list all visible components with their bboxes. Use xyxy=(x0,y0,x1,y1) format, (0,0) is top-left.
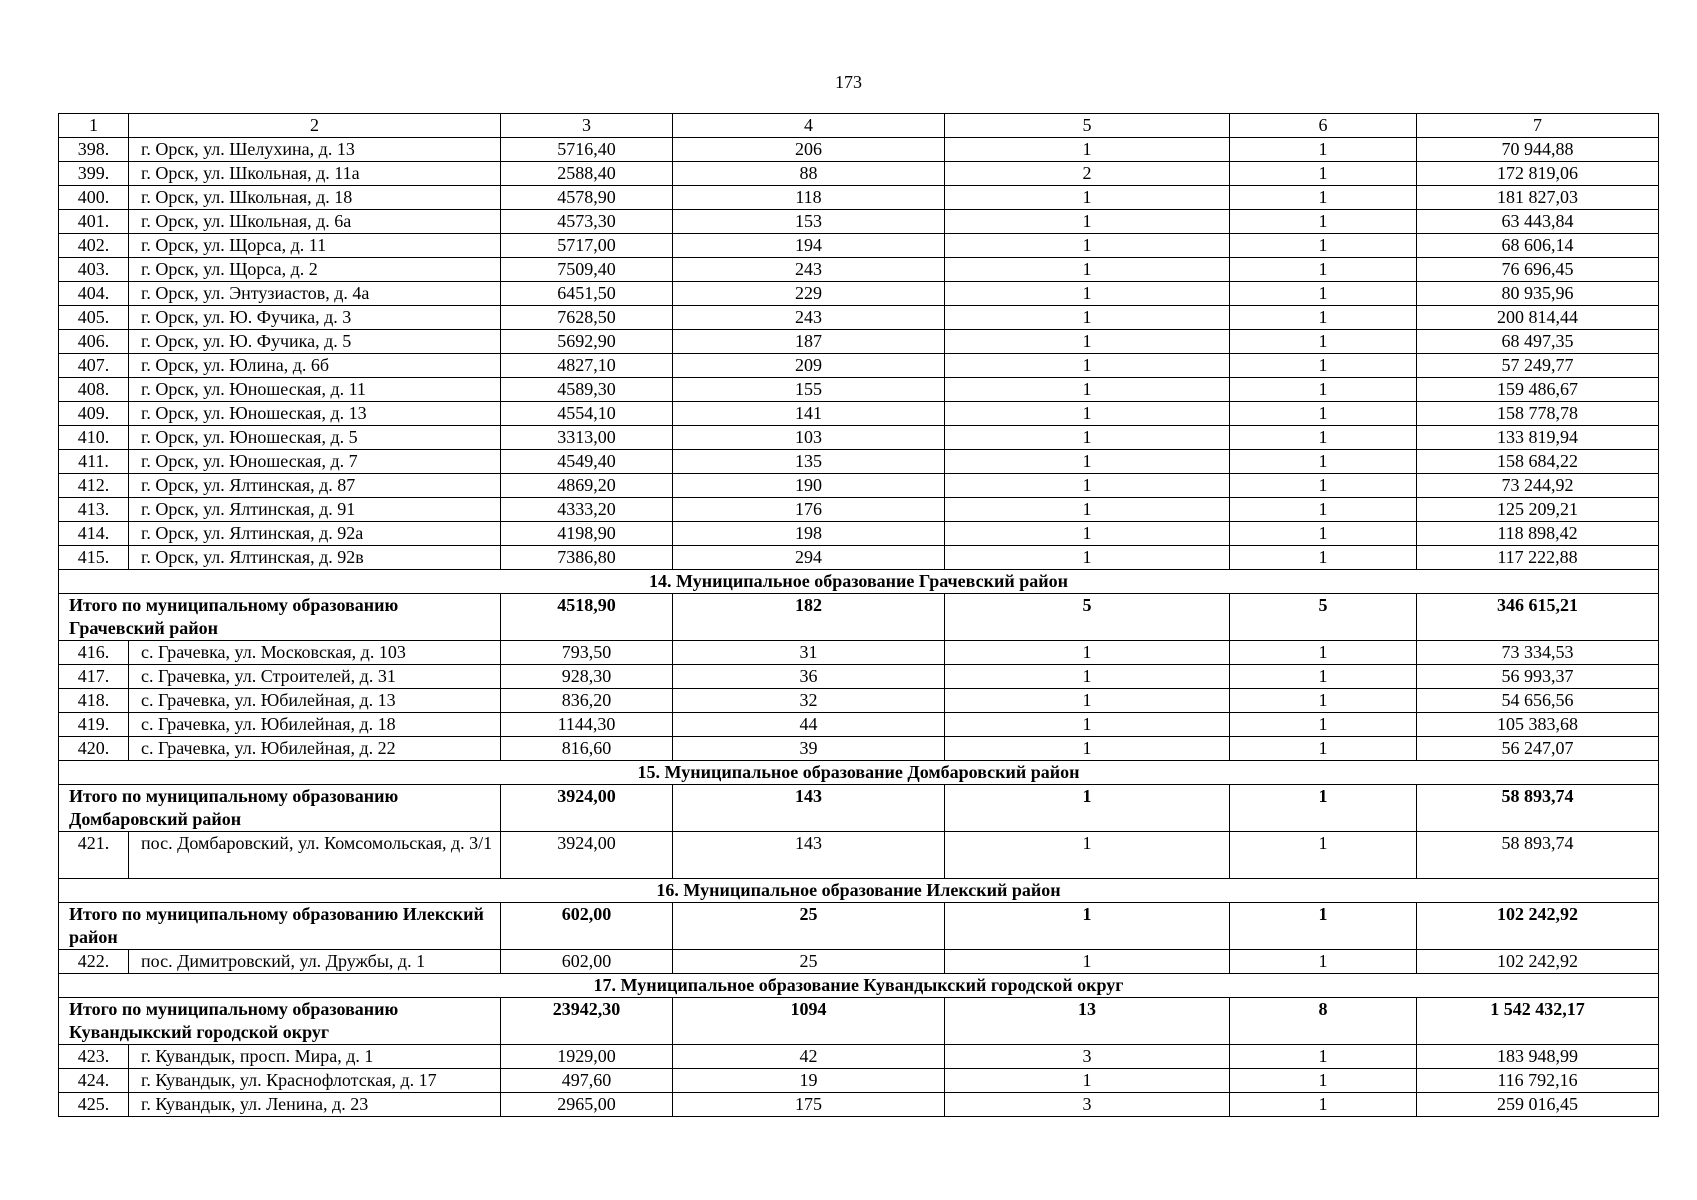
amount: 200 814,44 xyxy=(1417,306,1659,330)
col-6-count: 1 xyxy=(1230,402,1417,426)
col-6-count: 1 xyxy=(1230,258,1417,282)
address: г. Орск, ул. Юношеская, д. 7 xyxy=(129,450,501,474)
area: 4827,10 xyxy=(501,354,673,378)
table-row xyxy=(59,641,1659,665)
amount: 76 696,45 xyxy=(1417,258,1659,282)
amount: 54 656,56 xyxy=(1417,689,1659,713)
section-heading-row xyxy=(59,570,1659,594)
total-col-5: 5 xyxy=(945,594,1230,641)
total-amount: 1 542 432,17 xyxy=(1417,998,1659,1045)
data-table xyxy=(58,113,1659,1117)
table-row xyxy=(59,186,1659,210)
col-5-count: 1 xyxy=(945,1069,1230,1093)
residents: 32 xyxy=(673,689,945,713)
residents: 176 xyxy=(673,498,945,522)
address: г. Орск, ул. Ю. Фучика, д. 5 xyxy=(129,330,501,354)
area: 4333,20 xyxy=(501,498,673,522)
col-6-count: 1 xyxy=(1230,689,1417,713)
address: г. Орск, ул. Школьная, д. 11а xyxy=(129,162,501,186)
col-5-count: 1 xyxy=(945,234,1230,258)
section-heading-row xyxy=(59,974,1659,998)
amount: 68 606,14 xyxy=(1417,234,1659,258)
residents: 143 xyxy=(673,832,945,879)
amount: 118 898,42 xyxy=(1417,522,1659,546)
row-number: 398. xyxy=(59,138,129,162)
col-5-count: 1 xyxy=(945,354,1230,378)
col-6-count: 1 xyxy=(1230,641,1417,665)
col-5-count: 1 xyxy=(945,138,1230,162)
total-col-5: 13 xyxy=(945,998,1230,1045)
address: г. Орск, ул. Ялтинская, д. 91 xyxy=(129,498,501,522)
table-row xyxy=(59,426,1659,450)
col-5-count: 1 xyxy=(945,641,1230,665)
area: 4549,40 xyxy=(501,450,673,474)
total-amount: 102 242,92 xyxy=(1417,903,1659,950)
amount: 102 242,92 xyxy=(1417,950,1659,974)
amount: 158 778,78 xyxy=(1417,402,1659,426)
residents: 19 xyxy=(673,1069,945,1093)
address: г. Орск, ул. Школьная, д. 18 xyxy=(129,186,501,210)
residents: 190 xyxy=(673,474,945,498)
col-6-count: 1 xyxy=(1230,162,1417,186)
address: г. Орск, ул. Ялтинская, д. 92в xyxy=(129,546,501,570)
residents: 141 xyxy=(673,402,945,426)
address: г. Орск, ул. Юношеская, д. 13 xyxy=(129,402,501,426)
table-row xyxy=(59,832,1659,879)
col-6-count: 1 xyxy=(1230,498,1417,522)
row-number: 414. xyxy=(59,522,129,546)
address: г. Орск, ул. Ялтинская, д. 87 xyxy=(129,474,501,498)
row-number: 425. xyxy=(59,1093,129,1117)
area: 816,60 xyxy=(501,737,673,761)
table-row xyxy=(59,1045,1659,1069)
col-5-count: 2 xyxy=(945,162,1230,186)
residents: 155 xyxy=(673,378,945,402)
col-6-count: 1 xyxy=(1230,450,1417,474)
col-5-count: 1 xyxy=(945,713,1230,737)
section-heading: 14. Муниципальное образование Грачевский район xyxy=(59,570,1659,594)
section-heading: 16. Муниципальное образование Илекский район xyxy=(59,879,1659,903)
residents: 243 xyxy=(673,258,945,282)
amount: 116 792,16 xyxy=(1417,1069,1659,1093)
address: с. Грачевка, ул. Московская, д. 103 xyxy=(129,641,501,665)
amount: 70 944,88 xyxy=(1417,138,1659,162)
col-6-count: 1 xyxy=(1230,832,1417,879)
section-heading: 17. Муниципальное образование Кувандыкский городской округ xyxy=(59,974,1659,998)
address: с. Грачевка, ул. Юбилейная, д. 18 xyxy=(129,713,501,737)
total-residents: 1094 xyxy=(673,998,945,1045)
amount: 181 827,03 xyxy=(1417,186,1659,210)
column-number-header-row xyxy=(59,114,1659,138)
col-6-count: 1 xyxy=(1230,306,1417,330)
col-6-count: 1 xyxy=(1230,426,1417,450)
total-col-6: 1 xyxy=(1230,785,1417,832)
column-header-7: 7 xyxy=(1417,114,1659,138)
row-number: 416. xyxy=(59,641,129,665)
address: с. Грачевка, ул. Юбилейная, д. 22 xyxy=(129,737,501,761)
address: г. Орск, ул. Щорса, д. 2 xyxy=(129,258,501,282)
table-row xyxy=(59,162,1659,186)
col-5-count: 1 xyxy=(945,402,1230,426)
total-amount: 58 893,74 xyxy=(1417,785,1659,832)
section-heading-row xyxy=(59,761,1659,785)
area: 4578,90 xyxy=(501,186,673,210)
amount: 183 948,99 xyxy=(1417,1045,1659,1069)
residents: 44 xyxy=(673,713,945,737)
table-row xyxy=(59,402,1659,426)
total-residents: 143 xyxy=(673,785,945,832)
residents: 39 xyxy=(673,737,945,761)
row-number: 424. xyxy=(59,1069,129,1093)
row-number: 415. xyxy=(59,546,129,570)
area: 836,20 xyxy=(501,689,673,713)
col-6-count: 1 xyxy=(1230,522,1417,546)
table-row xyxy=(59,737,1659,761)
col-6-count: 1 xyxy=(1230,474,1417,498)
section-heading: 15. Муниципальное образование Домбаровский район xyxy=(59,761,1659,785)
row-number: 402. xyxy=(59,234,129,258)
area: 2588,40 xyxy=(501,162,673,186)
residents: 194 xyxy=(673,234,945,258)
row-number: 400. xyxy=(59,186,129,210)
row-number: 423. xyxy=(59,1045,129,1069)
amount: 56 993,37 xyxy=(1417,665,1659,689)
area: 4869,20 xyxy=(501,474,673,498)
col-5-count: 1 xyxy=(945,186,1230,210)
area: 7628,50 xyxy=(501,306,673,330)
col-5-count: 1 xyxy=(945,546,1230,570)
row-number: 403. xyxy=(59,258,129,282)
col-6-count: 1 xyxy=(1230,330,1417,354)
table-row xyxy=(59,306,1659,330)
area: 5717,00 xyxy=(501,234,673,258)
amount: 105 383,68 xyxy=(1417,713,1659,737)
table-row xyxy=(59,1069,1659,1093)
address: г. Кувандык, ул. Краснофлотская, д. 17 xyxy=(129,1069,501,1093)
address: г. Орск, ул. Шелухина, д. 13 xyxy=(129,138,501,162)
table-row xyxy=(59,474,1659,498)
col-6-count: 1 xyxy=(1230,186,1417,210)
row-number: 408. xyxy=(59,378,129,402)
area: 4573,30 xyxy=(501,210,673,234)
table-body xyxy=(59,138,1659,1117)
area: 4554,10 xyxy=(501,402,673,426)
table-row xyxy=(59,282,1659,306)
table-row xyxy=(59,1093,1659,1117)
col-5-count: 1 xyxy=(945,474,1230,498)
column-header-2: 2 xyxy=(129,114,501,138)
address: г. Кувандык, просп. Мира, д. 1 xyxy=(129,1045,501,1069)
residents: 31 xyxy=(673,641,945,665)
total-area: 3924,00 xyxy=(501,785,673,832)
row-number: 409. xyxy=(59,402,129,426)
total-label: Итого по муниципальному образованию Илекский район xyxy=(59,903,501,950)
col-6-count: 1 xyxy=(1230,138,1417,162)
col-6-count: 1 xyxy=(1230,713,1417,737)
total-area: 23942,30 xyxy=(501,998,673,1045)
col-6-count: 1 xyxy=(1230,737,1417,761)
residents: 42 xyxy=(673,1045,945,1069)
residents: 153 xyxy=(673,210,945,234)
table-row xyxy=(59,950,1659,974)
row-number: 410. xyxy=(59,426,129,450)
col-6-count: 1 xyxy=(1230,210,1417,234)
col-6-count: 1 xyxy=(1230,1093,1417,1117)
address: г. Орск, ул. Энтузиастов, д. 4а xyxy=(129,282,501,306)
col-5-count: 1 xyxy=(945,378,1230,402)
area: 4589,30 xyxy=(501,378,673,402)
residents: 187 xyxy=(673,330,945,354)
col-5-count: 1 xyxy=(945,832,1230,879)
amount: 57 249,77 xyxy=(1417,354,1659,378)
address: г. Кувандык, ул. Ленина, д. 23 xyxy=(129,1093,501,1117)
row-number: 418. xyxy=(59,689,129,713)
col-6-count: 1 xyxy=(1230,282,1417,306)
amount: 125 209,21 xyxy=(1417,498,1659,522)
table-row xyxy=(59,378,1659,402)
total-label: Итого по муниципальному образованию Кувандыкский городской округ xyxy=(59,998,501,1045)
col-6-count: 1 xyxy=(1230,665,1417,689)
total-residents: 25 xyxy=(673,903,945,950)
residents: 135 xyxy=(673,450,945,474)
address: г. Орск, ул. Юношеская, д. 11 xyxy=(129,378,501,402)
amount: 117 222,88 xyxy=(1417,546,1659,570)
area: 1144,30 xyxy=(501,713,673,737)
residents: 175 xyxy=(673,1093,945,1117)
section-heading-row xyxy=(59,879,1659,903)
col-5-count: 1 xyxy=(945,282,1230,306)
total-area: 4518,90 xyxy=(501,594,673,641)
column-header-3: 3 xyxy=(501,114,673,138)
row-number: 405. xyxy=(59,306,129,330)
amount: 159 486,67 xyxy=(1417,378,1659,402)
amount: 133 819,94 xyxy=(1417,426,1659,450)
table-row xyxy=(59,354,1659,378)
table-row xyxy=(59,713,1659,737)
area: 3924,00 xyxy=(501,832,673,879)
col-5-count: 1 xyxy=(945,498,1230,522)
area: 6451,50 xyxy=(501,282,673,306)
col-5-count: 1 xyxy=(945,665,1230,689)
table-row xyxy=(59,689,1659,713)
col-5-count: 1 xyxy=(945,950,1230,974)
table-row xyxy=(59,498,1659,522)
col-5-count: 1 xyxy=(945,426,1230,450)
residents: 25 xyxy=(673,950,945,974)
row-number: 406. xyxy=(59,330,129,354)
row-number: 404. xyxy=(59,282,129,306)
row-number: 401. xyxy=(59,210,129,234)
amount: 73 244,92 xyxy=(1417,474,1659,498)
address: г. Орск, ул. Школьная, д. 6а xyxy=(129,210,501,234)
col-5-count: 1 xyxy=(945,258,1230,282)
residents: 206 xyxy=(673,138,945,162)
page-number: 173 xyxy=(835,72,862,92)
amount: 56 247,07 xyxy=(1417,737,1659,761)
residents: 103 xyxy=(673,426,945,450)
col-6-count: 1 xyxy=(1230,354,1417,378)
col-5-count: 1 xyxy=(945,210,1230,234)
area: 793,50 xyxy=(501,641,673,665)
row-number: 413. xyxy=(59,498,129,522)
col-6-count: 1 xyxy=(1230,950,1417,974)
amount: 172 819,06 xyxy=(1417,162,1659,186)
amount: 73 334,53 xyxy=(1417,641,1659,665)
amount: 80 935,96 xyxy=(1417,282,1659,306)
total-row xyxy=(59,903,1659,950)
amount: 63 443,84 xyxy=(1417,210,1659,234)
area: 5692,90 xyxy=(501,330,673,354)
column-header-1: 1 xyxy=(59,114,129,138)
area: 2965,00 xyxy=(501,1093,673,1117)
col-6-count: 1 xyxy=(1230,1069,1417,1093)
address: г. Орск, ул. Юношеская, д. 5 xyxy=(129,426,501,450)
residents: 243 xyxy=(673,306,945,330)
row-number: 420. xyxy=(59,737,129,761)
area: 497,60 xyxy=(501,1069,673,1093)
total-label: Итого по муниципальному образованию Грачевский район xyxy=(59,594,501,641)
residents: 229 xyxy=(673,282,945,306)
col-5-count: 1 xyxy=(945,737,1230,761)
area: 7386,80 xyxy=(501,546,673,570)
row-number: 422. xyxy=(59,950,129,974)
col-5-count: 1 xyxy=(945,689,1230,713)
col-6-count: 1 xyxy=(1230,1045,1417,1069)
row-number: 421. xyxy=(59,832,129,879)
total-col-6: 5 xyxy=(1230,594,1417,641)
row-number: 419. xyxy=(59,713,129,737)
total-col-6: 1 xyxy=(1230,903,1417,950)
column-header-5: 5 xyxy=(945,114,1230,138)
col-5-count: 3 xyxy=(945,1093,1230,1117)
total-amount: 346 615,21 xyxy=(1417,594,1659,641)
total-col-5: 1 xyxy=(945,785,1230,832)
amount: 58 893,74 xyxy=(1417,832,1659,879)
address: пос. Домбаровский, ул. Комсомольская, д. 3/1 xyxy=(129,832,501,879)
residents: 198 xyxy=(673,522,945,546)
address: г. Орск, ул. Ю. Фучика, д. 3 xyxy=(129,306,501,330)
total-label: Итого по муниципальному образованию Домбаровский район xyxy=(59,785,501,832)
amount: 259 016,45 xyxy=(1417,1093,1659,1117)
column-header-4: 4 xyxy=(673,114,945,138)
residents: 118 xyxy=(673,186,945,210)
area: 3313,00 xyxy=(501,426,673,450)
total-row xyxy=(59,594,1659,641)
column-header-6: 6 xyxy=(1230,114,1417,138)
amount: 68 497,35 xyxy=(1417,330,1659,354)
total-col-6: 8 xyxy=(1230,998,1417,1045)
residents: 209 xyxy=(673,354,945,378)
table-row xyxy=(59,522,1659,546)
residents: 36 xyxy=(673,665,945,689)
address: г. Орск, ул. Юлина, д. 6б xyxy=(129,354,501,378)
residents: 294 xyxy=(673,546,945,570)
address: с. Грачевка, ул. Строителей, д. 31 xyxy=(129,665,501,689)
table-row xyxy=(59,258,1659,282)
table-row xyxy=(59,234,1659,258)
table-row xyxy=(59,138,1659,162)
amount: 158 684,22 xyxy=(1417,450,1659,474)
table-row xyxy=(59,546,1659,570)
address: пос. Димитровский, ул. Дружбы, д. 1 xyxy=(129,950,501,974)
row-number: 411. xyxy=(59,450,129,474)
col-5-count: 1 xyxy=(945,450,1230,474)
row-number: 407. xyxy=(59,354,129,378)
total-row xyxy=(59,785,1659,832)
area: 5716,40 xyxy=(501,138,673,162)
col-5-count: 1 xyxy=(945,330,1230,354)
table-row xyxy=(59,210,1659,234)
area: 1929,00 xyxy=(501,1045,673,1069)
row-number: 399. xyxy=(59,162,129,186)
col-6-count: 1 xyxy=(1230,546,1417,570)
col-5-count: 3 xyxy=(945,1045,1230,1069)
total-area: 602,00 xyxy=(501,903,673,950)
area: 928,30 xyxy=(501,665,673,689)
address: г. Орск, ул. Щорса, д. 11 xyxy=(129,234,501,258)
table-row xyxy=(59,665,1659,689)
col-5-count: 1 xyxy=(945,306,1230,330)
total-col-5: 1 xyxy=(945,903,1230,950)
row-number: 412. xyxy=(59,474,129,498)
total-row xyxy=(59,998,1659,1045)
area: 602,00 xyxy=(501,950,673,974)
table-row xyxy=(59,330,1659,354)
total-residents: 182 xyxy=(673,594,945,641)
address: с. Грачевка, ул. Юбилейная, д. 13 xyxy=(129,689,501,713)
col-6-count: 1 xyxy=(1230,234,1417,258)
residents: 88 xyxy=(673,162,945,186)
col-6-count: 1 xyxy=(1230,378,1417,402)
table-row xyxy=(59,450,1659,474)
address: г. Орск, ул. Ялтинская, д. 92а xyxy=(129,522,501,546)
row-number: 417. xyxy=(59,665,129,689)
area: 7509,40 xyxy=(501,258,673,282)
col-5-count: 1 xyxy=(945,522,1230,546)
area: 4198,90 xyxy=(501,522,673,546)
